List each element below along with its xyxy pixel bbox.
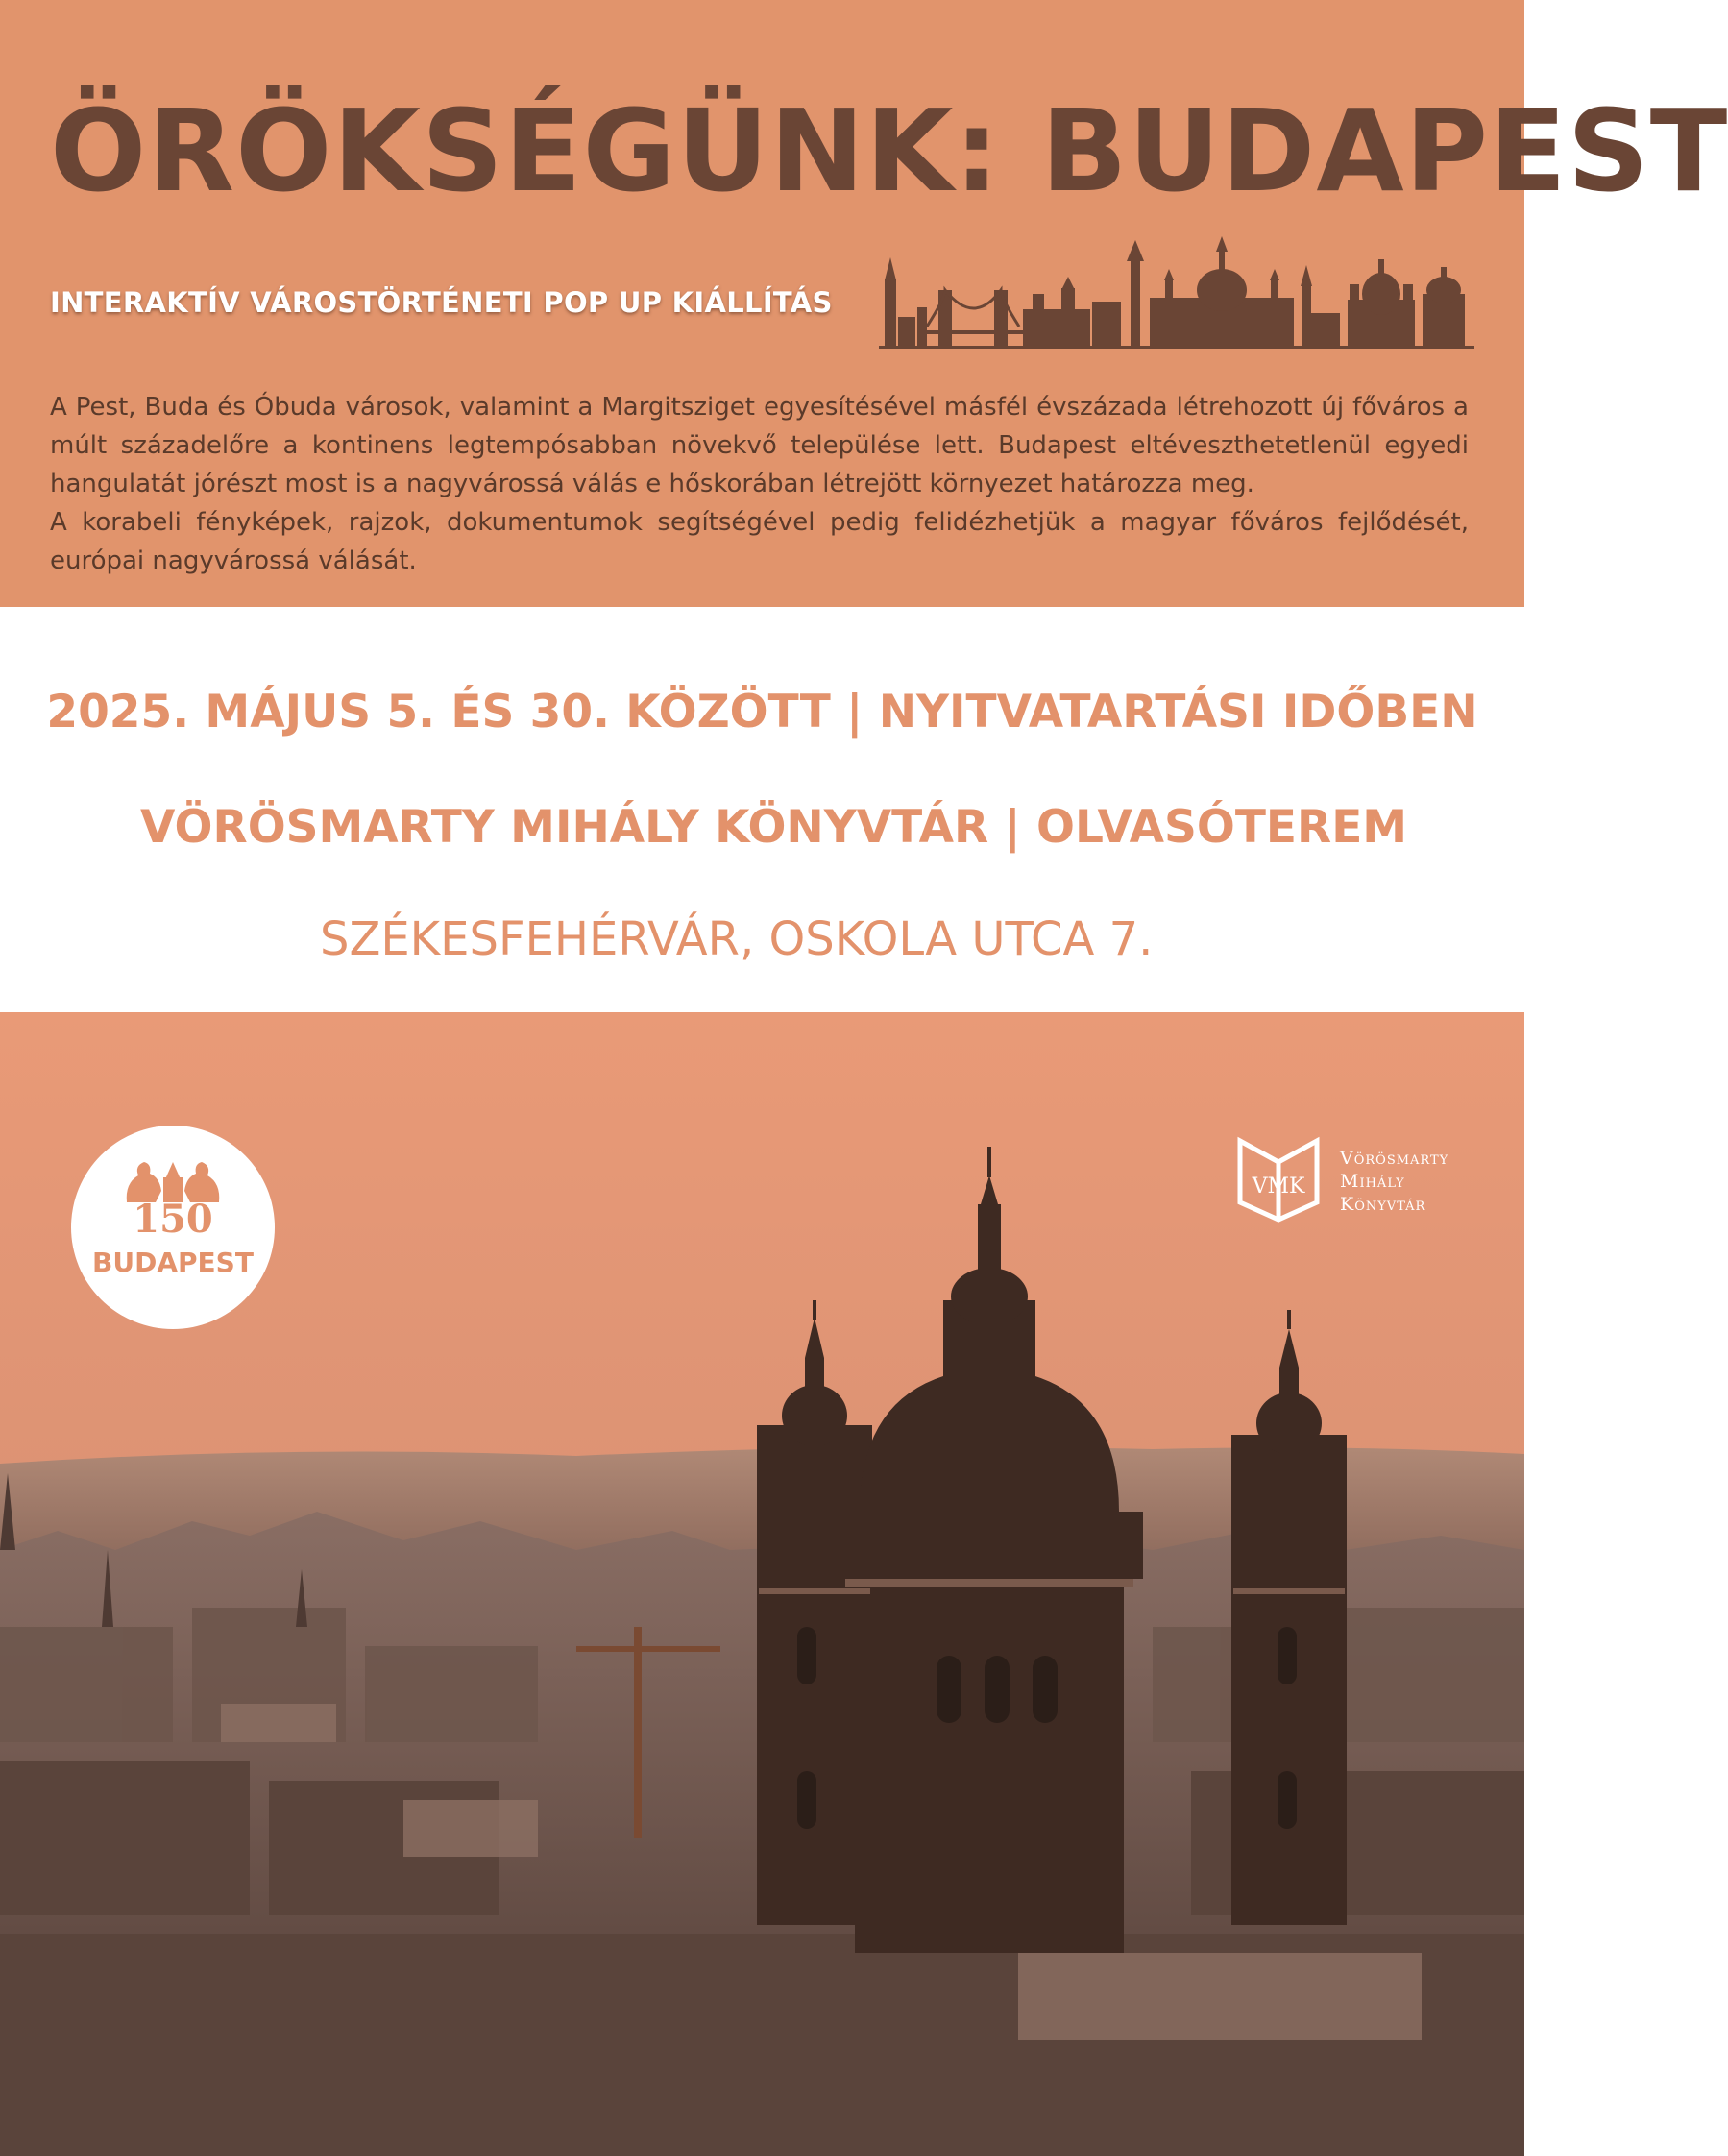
library-name-line: Könyvtár — [1340, 1194, 1426, 1215]
library-name-line: Vörösmarty — [1340, 1148, 1449, 1169]
budapest-150-badge — [71, 1126, 275, 1329]
page-title: ÖRÖKSÉGÜNK: BUDAPEST — [50, 85, 1728, 217]
library-book-logo-icon — [1235, 1133, 1322, 1225]
budapest-skyline-graphic — [879, 230, 1474, 350]
description-paragraph: A korabeli fényképek, rajzok, dokumentumok segítségével pedig felidézhetjük a magyar főváros fejlődését, európai nagyvárossá válását. — [50, 508, 1469, 575]
library-monogram: VMK — [1252, 1175, 1305, 1199]
exhibition-subtitle: INTERAKTÍV VÁROSTÖRTÉNETI POP UP KIÁLLÍTÁS — [50, 286, 833, 319]
exhibition-description — [50, 388, 1469, 580]
badge-label: BUDAPEST — [92, 1247, 254, 1278]
badge-number: 150 — [133, 1197, 213, 1242]
description-paragraph: A Pest, Buda és Óbuda városok, valamint a Margitsziget egyesítésével másfél évszázada létrehozott új főváros a múlt századelőre a kontinens legtempósabban növekvő települése lett. Budapest eltéveszthetetlenül egyedi hangulatát jórészt most is a nagyvárossá válás e hőskorában létrejött környezet határozza meg. — [50, 393, 1469, 498]
event-date: 2025. MÁJUS 5. ÉS 30. KÖZÖTT | NYITVATARTÁSI IDŐBEN — [46, 686, 1478, 739]
library-name — [1340, 1147, 1448, 1216]
library-name-line: Mihály — [1340, 1171, 1405, 1192]
event-address: SZÉKESFEHÉRVÁR, OSKOLA UTCA 7. — [320, 912, 1154, 966]
event-venue: VÖRÖSMARTY MIHÁLY KÖNYVTÁR | OLVASÓTEREM — [140, 801, 1408, 854]
